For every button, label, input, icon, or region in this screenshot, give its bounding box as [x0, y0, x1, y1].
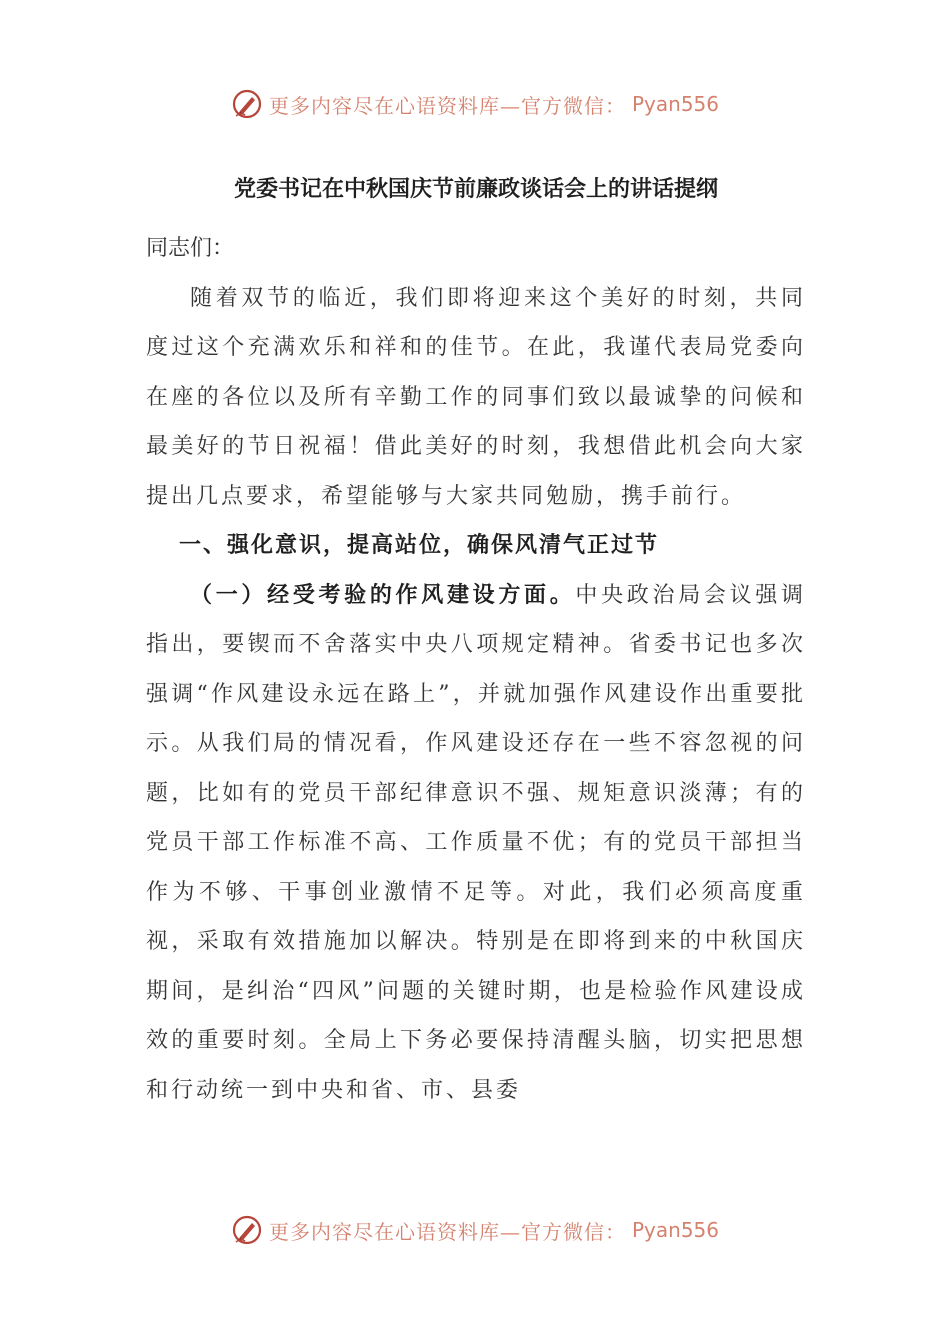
pen-logo-icon: [231, 1214, 263, 1246]
watermark-text: 更多内容尽在心语资料库—官方微信：: [268, 1219, 626, 1244]
watermark-text: 更多内容尽在心语资料库—官方微信：: [268, 93, 626, 118]
section-heading-1: 一、强化意识，提高站位，确保风清气正过节: [179, 533, 660, 558]
watermark-footer: [0, 1210, 950, 1250]
watermark-wechat-id: Pyan556: [631, 92, 719, 116]
intro-paragraph: 随着双节的临近，我们即将迎来这个美好的时刻，共同度过这个充满欢乐和祥和的佳节。在此，我谨代表局党委向在座的各位以及所有辛勤工作的同事们致以最诚挚的问候和最美好的节日祝福！借此美好的时刻，我想借此机会向大家提出几点要求，希望能够与大家共同勉励，携手前行。: [146, 285, 806, 509]
watermark-header: [0, 84, 950, 124]
subsection-lead: （一）经受考验的作风建设方面。: [190, 582, 576, 608]
subsection-paragraph-1: [146, 571, 806, 1116]
document-title: 党委书记在中秋国庆节前廉政谈话会上的讲话提纲: [233, 177, 718, 202]
salutation: 同志们：: [146, 236, 235, 261]
subsection-body: 中央政治局会议强调指出，要锲而不舍落实中央八项规定精神。省委书记也多次强调“作风建设永远在路上”，并就加强作风建设作出重要批示。从我们局的情况看，作风建设还存在一些不容忽视的问题，比如有的党员干部纪律意识不强、规矩意识淡薄；有的党员干部工作标准不高、工作质量不优；有的党员干部担当作为不够、干事创业激情不足等。对此，我们必须高度重视，采取有效措施加以解决。特别是在即将到来的中秋国庆期间，是纠治“四风”问题的关键时期，也是检验作风建设成效的重要时刻。全局上下务必要保持清醒头脑，切实把思想和行动统一到中央和省、市、县委: [146, 582, 806, 1103]
document-body: [146, 168, 806, 1115]
watermark-wechat-id: Pyan556: [631, 1218, 719, 1242]
pen-logo-icon: [231, 88, 263, 120]
